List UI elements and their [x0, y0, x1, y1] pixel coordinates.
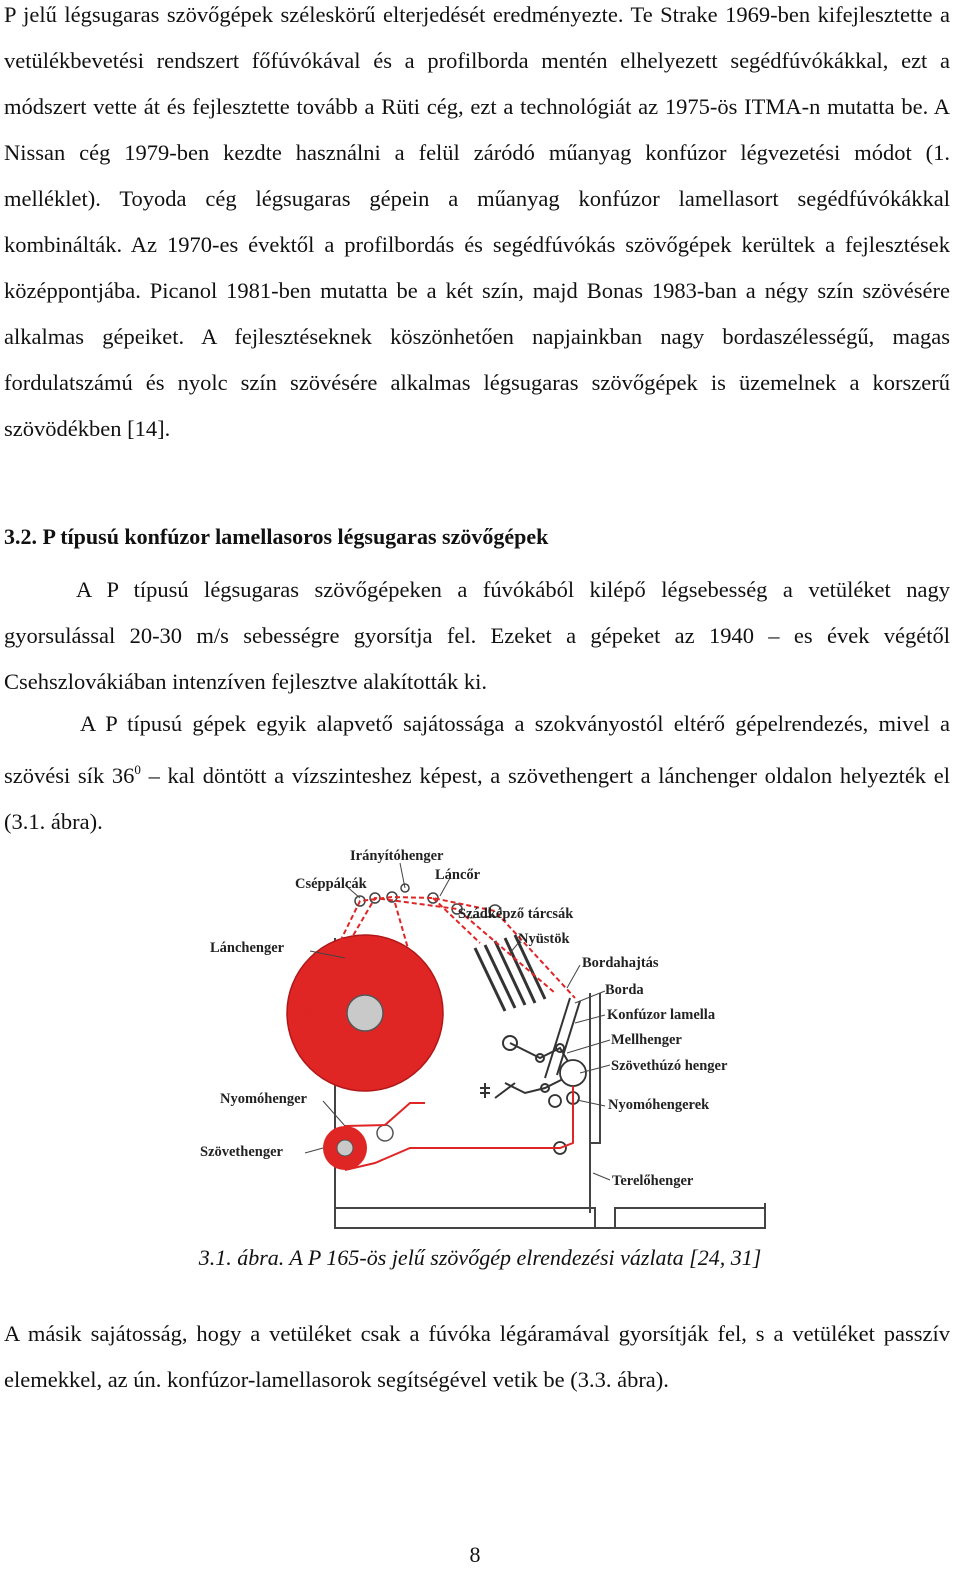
label-tereloheger: Terelőhenger — [612, 1173, 694, 1189]
label-iranyitohenger: Irányítóhenger — [350, 848, 444, 864]
paragraph-passive-elements: A másik sajátosság, hogy a vetüléket csak a fúvóka légáramával gyorsítják fel, s a vetüléket passzív elemekkel, az ún. konfúzor-lamellasorok segítségével vetik be (3.3. ábra). — [4, 1321, 950, 1392]
degree-superscript: 0 — [134, 762, 141, 777]
paragraph-p-type-layout — [4, 701, 950, 845]
label-bordahajtas: Bordahajtás — [582, 955, 659, 971]
take-up-rollers — [549, 1060, 586, 1154]
label-konfuzor: Konfúzor lamella — [607, 1007, 716, 1023]
section-heading: 3.2. P típusú konfúzor lamellasoros légsugaras szövőgépek — [4, 524, 549, 549]
paragraph-history: P jelű légsugaras szövőgépek széleskörű elterjedését eredményezte. Te Strake 1969-ben kifejlesztette a vetülékbevetési rendszert főfúvókával és a profilborda mentén elhelyezett segédfúvókákkal, ezt a módszert vette át és fejlesztette tovább a Rüti cég, ezt a technológiát az 1975-ös ITMA-n mutatta be. A Nissan cég 1979-ben kezdte használni a felül záródó műanyag konfúzor légvezetési módot (1. melléklet). Toyoda cég légsugaras gépein a műanyag konfúzor lamellasort segédfúvókákkal kombinálták. Az 1970-es évektől a profilbordás és segédfúvókás szövőgépek kerültek a fejlesztések középpontjába. Picanol 1981-ben mutatta be a két szín, majd Bonas 1983-ban a négy szín szövésére alkalmas gépeiket. A fejlesztéseknek köszönhetően napjainkban nagy bordaszélességű, magas fordulatszámú és nyolc szín szövésére alkalmas légsugaras szövőgépek is üzemelnek a korszerű szövödékben [14]. — [4, 2, 950, 441]
cloth-roller — [323, 1125, 393, 1170]
label-nyustok: Nyüstök — [518, 931, 570, 947]
label-nyomohenger: Nyomóhenger — [220, 1091, 307, 1107]
label-cseppalcak: Cséppálcák — [295, 876, 367, 892]
label-lancor: Láncőr — [435, 867, 481, 883]
label-szadkepzo: Szádképző tárcsák — [458, 906, 574, 922]
paragraph-text: – kal döntött a vízszinteshez képest, a szövethengert a lánchenger oldalon helyezték el (3.1. ábra). — [4, 763, 950, 834]
label-szovethuzo: Szövethúzó henger — [611, 1058, 728, 1074]
label-lanchenger: Lánchenger — [210, 940, 285, 956]
label-borda: Borda — [605, 982, 644, 998]
paragraph-text: A P típusú gépek egyik alapvető sajátossága a szokványostól eltérő gépelrendezés, mivel a szövési sík 36 — [4, 711, 950, 788]
warp-beam — [287, 935, 443, 1091]
page-number: 8 — [469, 1542, 481, 1567]
label-mellhenger: Mellhenger — [611, 1032, 682, 1048]
figure-caption: 3.1. ábra. A P 165-ös jelű szövőgép elrendezési vázlata [24, 31] — [198, 1245, 762, 1270]
paragraph-p-type-intro: A P típusú légsugaras szövőgépeken a fúvókából kilépő légsebesség a vetüléket nagy gyorsulással 20-30 m/s sebességre gyorsítja fel. Ezeket a gépeket az 1940 – es évek végétől Csehszlovákiában intenzíven fejlesztve alakították ki. — [4, 577, 950, 694]
loom-diagram — [195, 843, 770, 1233]
loom-layout-figure — [195, 843, 770, 1233]
label-szovethenger: Szövethenger — [200, 1144, 283, 1160]
label-nyomohengerek: Nyomóhengerek — [608, 1097, 710, 1113]
